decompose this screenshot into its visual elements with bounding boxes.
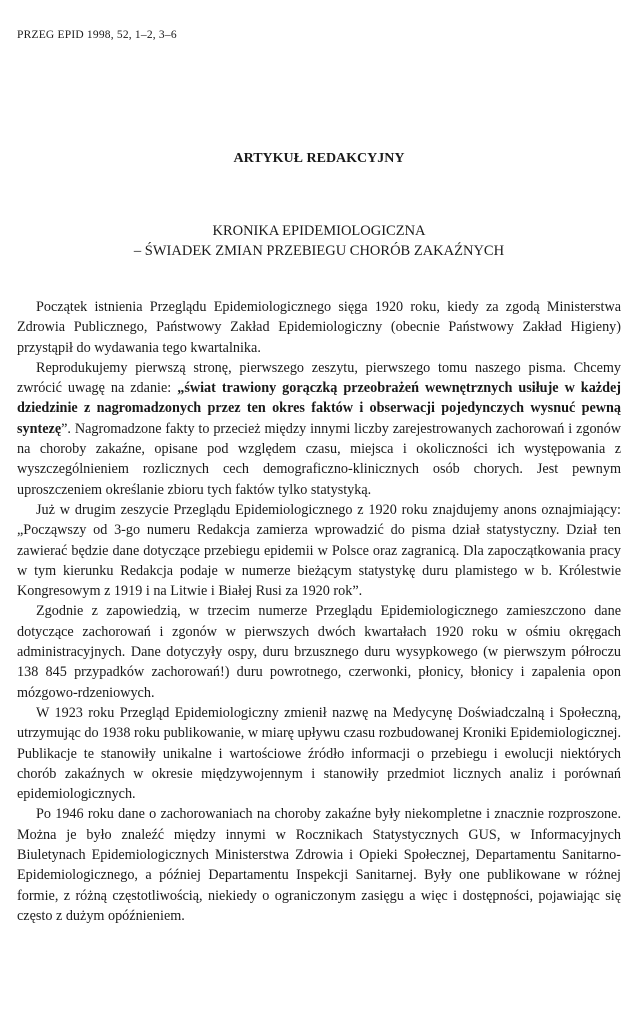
paragraph-3: Już w drugim zeszycie Przeglądu Epidemiologicznego z 1920 roku znajdujemy anons oznajmiający: „Począwszy od 3-go numeru Redakcja zamierza wprowadzić do pisma dział statystyczny. Dział ten zawierać będzie dane dotyczące przebiegu epidemii w Polsce oraz zagranicą. Dla zapoczątkowania pracy w tym kierunku Redakcja podaje w numerze bieżącym statystykę duru plamistego w b. Królestwie Kongresowym z 1919 i na Litwie i Białej Rusi za 1920 rok”. — [17, 501, 621, 600]
article-title-line-2: – ŚWIADEK ZMIAN PRZEBIEGU CHORÓB ZAKAŹNYCH — [133, 243, 505, 259]
article-title — [0, 221, 638, 261]
article-body — [17, 297, 621, 926]
journal-reference: PRZEG EPID 1998, 52, 1–2, 3–6 — [17, 29, 177, 41]
paragraph-5: W 1923 roku Przegląd Epidemiologiczny zmienił nazwę na Medycynę Doświadczalną i Społeczną, utrzymując do 1938 roku publikowanie, w miarę upływu czasu rozbudowanej Kroniki Epidemiologicznej. Publikacje te stanowiły unikalne i wartościowe źródło informacji o przebiegu i ewolucji niektórych chorób zakaźnych w okresie międzywojennym i stanowiły przedmiot licznych analiz i porównań epidemiologicznych. — [17, 704, 621, 803]
paragraph-2 — [17, 358, 621, 500]
paragraph-4: Zgodnie z zapowiedzią, w trzecim numerze Przeglądu Epidemiologicznego zamieszczono dane dotyczące zachorowań i zgonów w pierwszych dwóch kwartałach 1920 roku w ośmiu okręgach administracyjnych. Dane dotyczyły ospy, duru brzusznego duru wysypkowego (w pierwszym półroczu 138 845 przypadków zachorowań!) duru powrotnego, czerwonki, płonicy, błonicy i zapalenia opon mózgowo-rdzeniowych. — [17, 603, 621, 701]
article-title-line-1: KRONIKA EPIDEMIOLOGICZNA — [212, 223, 426, 239]
paragraph-6: Po 1946 roku dane o zachorowaniach na choroby zakaźne były niekompletne i znacznie rozproszone. Można je było znaleźć między innymi w Rocznikach Statystycznych GUS, w Informacyjnych Biuletynach Epidemiologicznych Ministerstwa Zdrowia i Opieki Społecznej, Departamentu Sanitarno-Epidemiologicznego, a później Departamentu Inspekcji Sanitarnej. Były one publikowane w różnej formie, z różną częstotliwością, niekiedy o ograniczonym zasięgu a więc i dostępności, pojawiając się często z dużym opóźnieniem. — [17, 806, 621, 924]
paragraph-2-bold-quote: „świat trawiony gorączką przeobrażeń wewnętrznych usiłuje w każdej dziedzinie z nagromadzonych przez ten okres faktów i obserwacji pojedynczych wysnuć pewną syntezę — [17, 380, 622, 437]
paragraph-2-text-start: Reprodukujemy pierwszą stronę, pierwszego zeszytu, pierwszego tomu naszego pisma. Chcemy zwrócić uwagę na zdanie: — [17, 359, 621, 397]
paragraph-1: Początek istnienia Przeglądu Epidemiologicznego sięga 1920 roku, kiedy za zgodą Ministerstwa Zdrowia Publicznego, Państwowy Zakład Epidemiologiczny (obecnie Państwowy Zakład Higieny) przystąpił do wydawania tego kwartalnika. — [17, 299, 621, 356]
paragraph-2-text-end: ”. Nagromadzone fakty to przecież między innymi liczby zarejestrowanych zachorowań i zgonów na choroby zakaźne, opisane pod względem czasu, miejsca i okoliczności ich występowania z wyszczególnieniem rozlicznych cech demograficzno-klinicznych osób chorych. Jest pewnym uproszczeniem określanie zbioru tych faktów tylko statystyką. — [17, 420, 621, 498]
section-title: ARTYKUŁ REDAKCYJNY — [233, 151, 405, 166]
